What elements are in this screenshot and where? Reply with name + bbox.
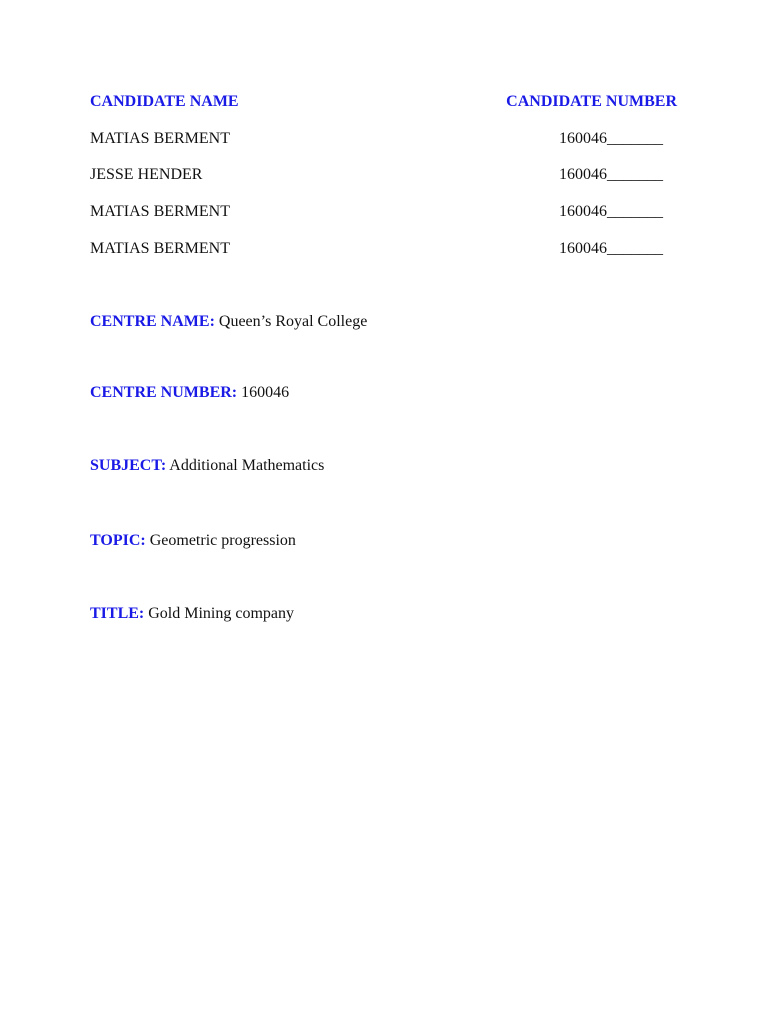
candidate-number: 160046_______ (559, 203, 663, 220)
title-label: TITLE: (90, 605, 145, 622)
candidate-table-header (90, 93, 677, 113)
candidate-row (90, 166, 677, 186)
centre-number-field (90, 384, 289, 402)
topic-value: Geometric progression (149, 532, 296, 549)
centre-name-value: Queen’s Royal College (218, 313, 368, 330)
candidate-row (90, 203, 677, 223)
subject-field (90, 457, 324, 475)
centre-name-label: CENTRE NAME: (90, 313, 215, 330)
candidate-name-header: CANDIDATE NAME (90, 93, 239, 110)
candidate-number-header: CANDIDATE NUMBER (506, 93, 677, 110)
candidate-name: JESSE HENDER (90, 166, 203, 183)
centre-number-label: CENTRE NUMBER: (90, 384, 238, 401)
candidate-name: MATIAS BERMENT (90, 240, 231, 257)
title-value: Gold Mining company (148, 605, 295, 622)
candidate-row (90, 240, 677, 260)
centre-name-field (90, 313, 367, 331)
candidate-row (90, 130, 677, 150)
topic-label: TOPIC: (90, 532, 146, 549)
candidate-number: 160046_______ (559, 240, 663, 257)
candidate-name: MATIAS BERMENT (90, 203, 231, 220)
topic-field (90, 532, 296, 550)
title-field (90, 605, 294, 623)
centre-number-value: 160046 (241, 384, 290, 401)
candidate-number: 160046_______ (559, 130, 663, 147)
candidate-number: 160046_______ (559, 166, 663, 183)
subject-label: SUBJECT: (90, 457, 167, 474)
candidate-name: MATIAS BERMENT (90, 130, 231, 147)
subject-value: Additional Mathematics (169, 457, 325, 474)
